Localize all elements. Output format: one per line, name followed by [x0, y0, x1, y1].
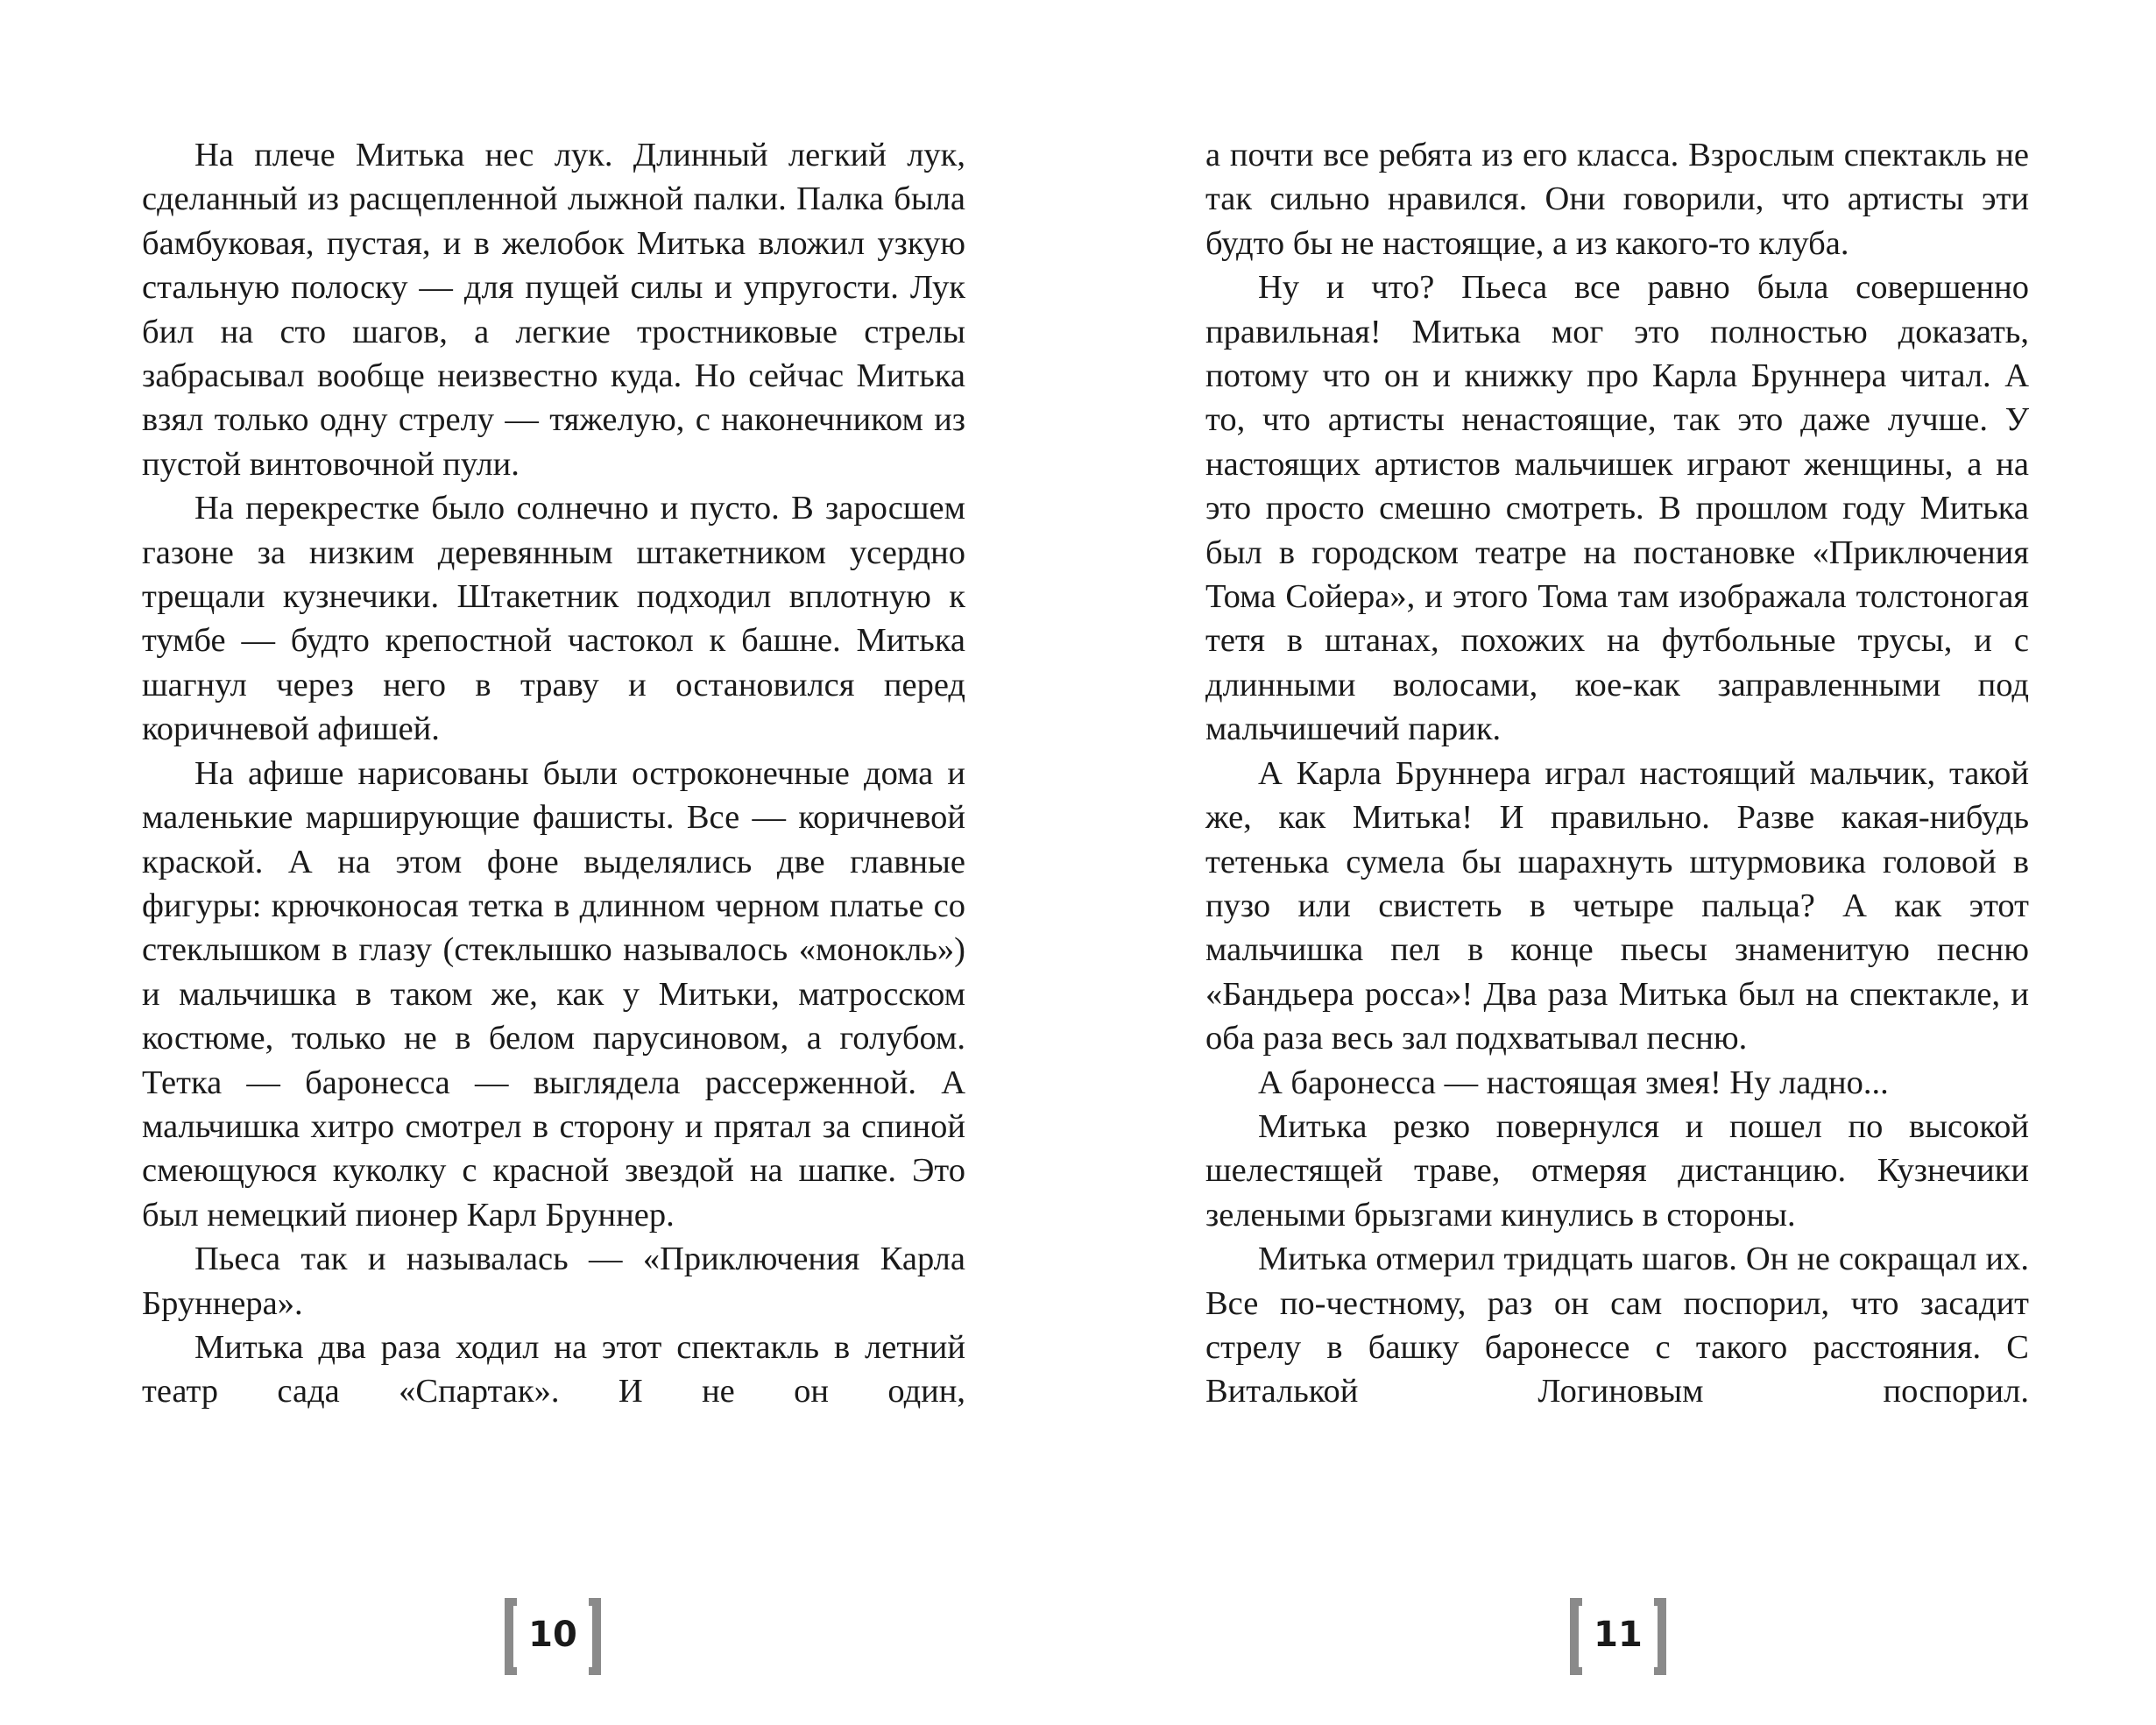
paragraph: На перекрестке было солнечно и пусто. В заросшем газоне за низким деревянным штакетником усердно трещали кузнечики. Штакетник подходил вплотную к тумбе — будто крепостной частокол к башне. Митька шагнул через него в траву и остановился перед коричневой афишей. — [142, 490, 965, 748]
left-page — [142, 133, 965, 1414]
paragraph: На афише нарисованы были остроконечные дома и маленькие марширующие фашисты. Все — коричневой краской. А на этом фоне выделялись две главные фигуры: крючконосая тетка в длинном черном платье со стеклышком в глазу (стеклышко называлось «монокль») и мальчишка в таком же, как у Митьки, матросском костюме, только не в белом парусиновом, а голубом. Тетка — баронесса — выглядела рассерженной. А мальчишка хитро смотрел в сторону и прятал за спиной смеющуюся куколку с красной звездой на шапке. Это был немецкий пионер Карл Бруннер. — [142, 754, 965, 1234]
right-bracket-icon — [589, 1598, 601, 1675]
paragraph: Ну и что? Пьеса все равно была совершенно правильная! Митька мог это полностью доказать, потому что он и книжку про Карла Бруннера читал. А то, что артисты ненастоящие, так это даже лучше. У настоящих артистов мальчишек играют женщины, а на это просто смешно смотреть. В прошлом году Митька был в городском театре на постановке «Приключения Тома Сойера», и этого Тома там изображала толстоногая тетя в штанах, похожих на футбольные трусы, и с длинными волосами, кое-как заправленными под мальчишечий парик. — [1205, 269, 2029, 748]
page-number-left — [505, 1598, 601, 1675]
page-number-text: 11 — [1594, 1615, 1643, 1655]
right-bracket-icon — [1654, 1598, 1666, 1675]
right-page — [1205, 133, 2029, 1414]
paragraph: На плече Митька нес лук. Длинный легкий лук, сделанный из расщепленной лыжной палки. Палка была бамбуковая, пустая, и в желобок Митька вложил узкую стальную полоску — для пущей силы и упругости. Лук бил на сто шагов, а легкие тростниковые стрелы забрасывал вообще неизвестно куда. Но сейчас Митька взял только одну стрелу — тяжелую, с наконечником из пустой винтовочной пули. — [142, 137, 965, 483]
paragraph: Пьеса так и называлась — «Приключения Карла Бруннера». — [142, 1241, 965, 1322]
right-page-text — [1205, 133, 2029, 1414]
page-number-text: 10 — [528, 1615, 577, 1655]
left-page-text — [142, 133, 965, 1414]
paragraph: Митька отмерил тридцать шагов. Он не сокращал их. Все по-честному, раз он сам поспорил, что засадит стрелу в башку баронессе с такого расстояния. С Виталькой Логиновым поспорил. — [1205, 1241, 2029, 1410]
paragraph: А Карла Бруннера играл настоящий мальчик, такой же, как Митька! И правильно. Разве какая-нибудь тетенька сумела бы шарахнуть штурмовика головой в пузо или свистеть в четыре пальца? А как этот мальчишка пел в конце пьесы знаменитую песню «Бандьера росса»! Два раза Митька был на спектакле, и оба раза весь зал подхватывал песню. — [1205, 754, 2029, 1057]
paragraph: Митька резко повернулся и пошел по высокой шелестящей траве, отмеряя дистанцию. Кузнечики зелеными брызгами кинулись в стороны. — [1205, 1107, 2029, 1234]
page-number-right — [1570, 1598, 1666, 1675]
paragraph: Митька два раза ходил на этот спектакль в летний театр сада «Спартак». И не он один, — [142, 1328, 965, 1410]
paragraph: а почти все ребята из его класса. Взрослым спектакль не так сильно нравился. Они говорили, что артисты эти будто бы не настоящие, а из какого-то клуба. — [1205, 137, 2029, 262]
paragraph: А баронесса — настоящая змея! Ну ладно... — [1258, 1064, 1889, 1101]
